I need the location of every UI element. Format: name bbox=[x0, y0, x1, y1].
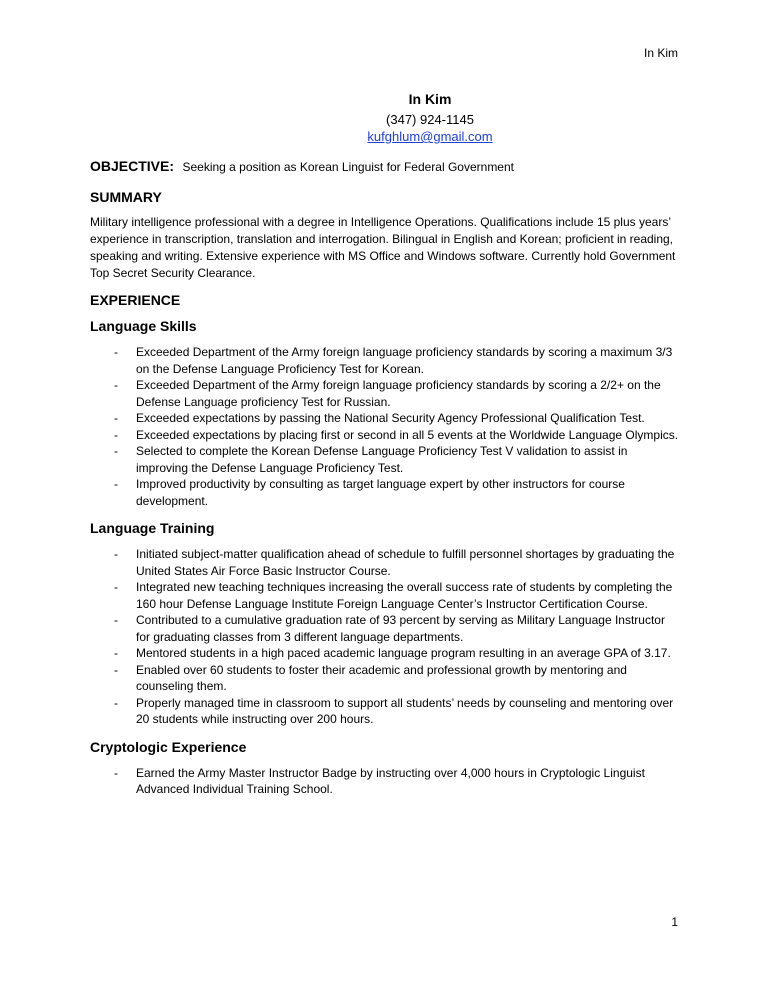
list-item: - Exceeded Department of the Army foreign language proficiency standards by scoring a maximum 3/3 on the Defense Language Proficiency Test for Korean. bbox=[114, 345, 673, 376]
list-item: - Exceeded expectations by placing first or second in all 5 events at the Worldwide Language Olympics. bbox=[114, 427, 679, 442]
language-skills-section bbox=[90, 317, 680, 509]
page-number: 1 bbox=[671, 915, 678, 929]
resume-body bbox=[90, 90, 680, 808]
section-title: Cryptologic Experience bbox=[90, 738, 247, 755]
cryptologic-experience-section bbox=[90, 738, 680, 798]
list-item: - Contributed to a cumulative graduation rate of 93 percent by serving as Military Language Instructor for graduating classes from 3 different language departments. bbox=[114, 613, 665, 644]
contact-email-link[interactable]: kufghlum@gmail.com bbox=[367, 129, 493, 144]
contact-block bbox=[90, 90, 680, 145]
bullet-list bbox=[90, 344, 680, 509]
list-item: - Exceeded Department of the Army foreign language proficiency standards by scoring a 2/2+ on the Defense Language proficiency Test for Russian. bbox=[114, 378, 661, 409]
list-item: - Selected to complete the Korean Defense Language Proficiency Test V validation to assist in improving the Defense Language Proficiency Test. bbox=[114, 444, 628, 475]
summary-text: Military intelligence professional with a degree in Intelligence Operations. Qualifications include 15 plus years’ experience in transcription, translation and interrogation. Bilingual in English and Korean; proficient in reading, speaking and writing. Extensive experience with MS Office and Windows software. Currently hold Government Top Secret Security Clearance. bbox=[90, 215, 676, 280]
contact-phone: (347) 924-1145 bbox=[386, 112, 474, 127]
bullet-list bbox=[90, 546, 680, 728]
experience-heading: EXPERIENCE bbox=[90, 292, 181, 308]
list-item: - Integrated new teaching techniques increasing the overall success rate of students by completing the 160 hour Defense Language Institute Foreign Language Center’s Instructor Certification Course. bbox=[114, 580, 673, 611]
running-header: In Kim bbox=[643, 46, 678, 60]
list-item: - Mentored students in a high paced academic language program resulting in an average GPA of 3.17. bbox=[114, 646, 671, 660]
list-item: - Improved productivity by consulting as target language expert by other instructors for course development. bbox=[114, 477, 625, 508]
section-title: Language Training bbox=[90, 520, 215, 536]
objective-text: Seeking a position as Korean Linguist for Federal Government bbox=[182, 160, 514, 174]
contact-name: In Kim bbox=[408, 91, 452, 107]
section-title: Language Skills bbox=[90, 318, 197, 334]
summary-heading: SUMMARY bbox=[90, 189, 162, 205]
objective-label: OBJECTIVE: bbox=[90, 158, 175, 174]
list-item: - Properly managed time in classroom to support all students’ needs by counseling and mentoring over 20 students while instructing over 200 hours. bbox=[114, 695, 674, 726]
list-item: - Earned the Army Master Instructor Badge by instructing over 4,000 hours in Cryptologic Linguist Advanced Individual Training School. bbox=[114, 765, 645, 796]
list-item: - Exceeded expectations by passing the National Security Agency Professional Qualification Test. bbox=[114, 411, 645, 425]
list-item: - Initiated subject-matter qualification ahead of schedule to fulfill personnel shortages by graduating the United States Air Force Basic Instructor Course. bbox=[114, 547, 675, 578]
objective bbox=[90, 157, 680, 176]
list-item: - Enabled over 60 students to foster their academic and professional growth by mentoring and counseling them. bbox=[114, 662, 627, 693]
bullet-list bbox=[90, 765, 680, 798]
language-training-section bbox=[90, 519, 680, 728]
